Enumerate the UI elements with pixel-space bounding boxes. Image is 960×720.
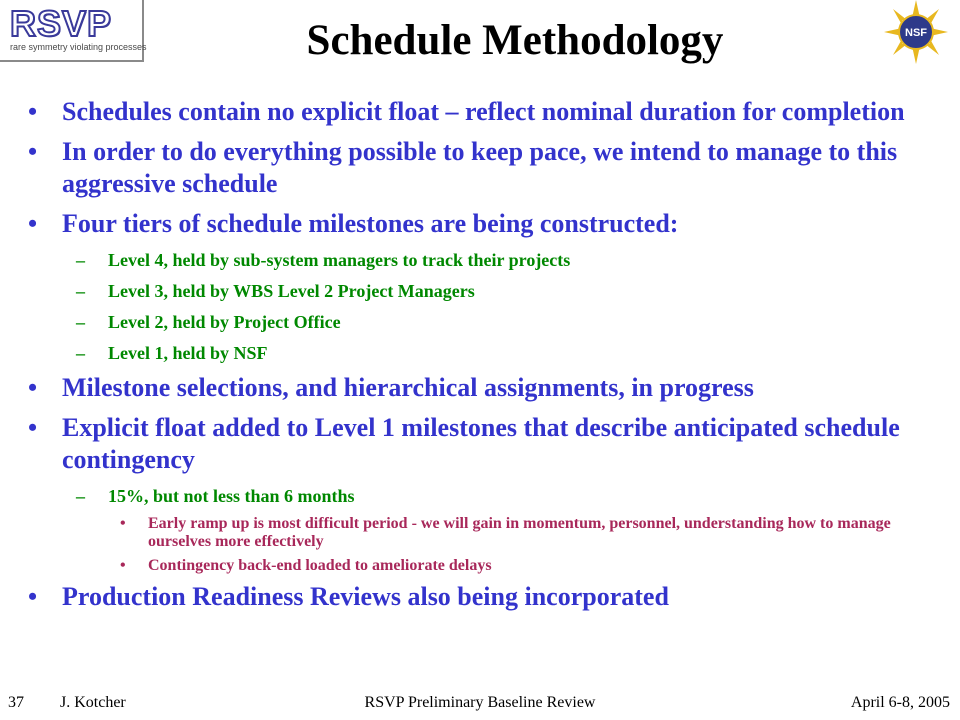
bullet-item <box>28 412 938 476</box>
bullet-dot-icon: • <box>120 557 126 574</box>
nsf-seal-icon <box>882 0 950 64</box>
bullet-dot-icon: • <box>28 137 38 166</box>
slide-body <box>28 96 938 621</box>
sub-sub-bullet-item <box>28 515 938 551</box>
slide-number: 37 <box>8 694 24 711</box>
bullet-item <box>28 581 938 613</box>
sub-bullet-text: Level 2, held by Project Office <box>108 312 341 332</box>
dash-icon: – <box>76 343 85 363</box>
bullet-text: Production Readiness Reviews also being incorporated <box>62 582 669 611</box>
bullet-text: In order to do everything possible to keep pace, we intend to manage to this aggressive schedule <box>62 137 898 198</box>
slide-footer <box>0 694 960 716</box>
sub-bullet-text: Level 1, held by NSF <box>108 343 268 363</box>
sub-bullet-text: 15%, but not less than 6 months <box>108 486 355 506</box>
footer-author: J. Kotcher <box>60 694 126 711</box>
logo-subtitle: rare symmetry violating processes <box>10 42 147 52</box>
footer-date: April 6-8, 2005 <box>850 694 950 711</box>
bullet-text: Schedules contain no explicit float – reflect nominal duration for completion <box>62 97 905 126</box>
footer-review-title: RSVP Preliminary Baseline Review <box>364 694 596 711</box>
bullet-item <box>28 372 938 404</box>
bullet-text: Milestone selections, and hierarchical assignments, in progress <box>62 373 754 402</box>
logo-text: RSVP <box>10 3 113 44</box>
dash-icon: – <box>76 281 85 301</box>
sub-bullet-text: Level 3, held by WBS Level 2 Project Managers <box>108 281 475 301</box>
sub-sub-bullet-item <box>28 557 938 575</box>
sub-bullet-item <box>28 484 938 508</box>
bullet-item <box>28 136 938 200</box>
dash-icon: – <box>76 312 85 332</box>
bullet-dot-icon: • <box>28 209 38 238</box>
sub-bullet-text: Level 4, held by sub-system managers to track their projects <box>108 250 571 270</box>
bullet-dot-icon: • <box>28 97 38 126</box>
bullet-text: Four tiers of schedule milestones are being constructed: <box>62 209 679 238</box>
bullet-text: Explicit float added to Level 1 milestones that describe anticipated schedule contingency <box>62 413 900 474</box>
bullet-item <box>28 96 938 128</box>
sub-bullet-item <box>28 310 938 334</box>
bullet-item <box>28 208 938 240</box>
seal-text: NSF <box>905 27 927 39</box>
sub-bullet-item <box>28 248 938 272</box>
sub-bullet-item <box>28 341 938 365</box>
bullet-dot-icon: • <box>28 413 38 442</box>
bullet-dot-icon: • <box>120 515 126 532</box>
bullet-dot-icon: • <box>28 582 38 611</box>
dash-icon: – <box>76 250 85 270</box>
dash-icon: – <box>76 486 85 506</box>
sub-sub-bullet-text: Early ramp up is most difficult period - we will gain in momentum, personnel, understanding how to manage ourselves more effectively <box>148 515 891 550</box>
sub-bullet-item <box>28 279 938 303</box>
bullet-dot-icon: • <box>28 373 38 402</box>
page-title: Schedule Methodology <box>306 17 724 64</box>
sub-sub-bullet-text: Contingency back-end loaded to ameliorate delays <box>148 557 492 574</box>
